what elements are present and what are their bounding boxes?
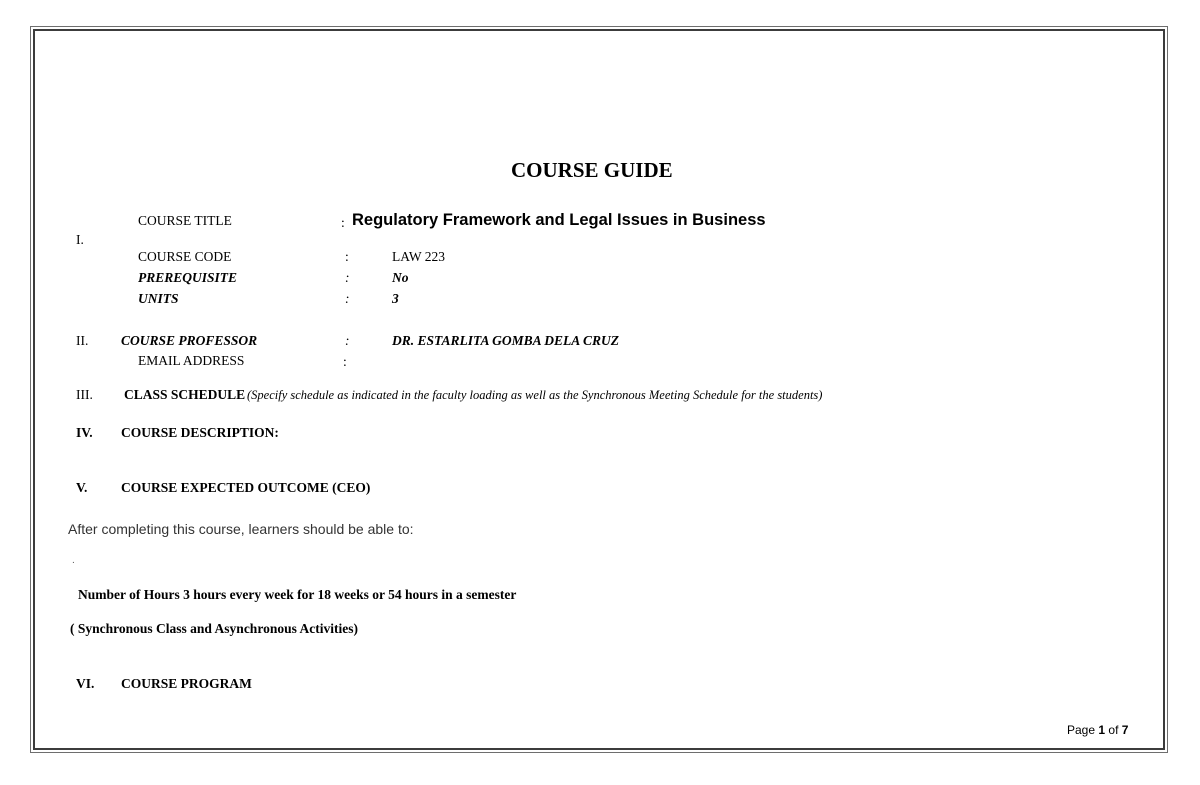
section-number-4: IV. [76,425,93,440]
class-schedule-note: (Specify schedule as indicated in the faculty loading as well as the Synchronous Meeting Schedule for the students) [247,388,823,402]
section-number-1: I. [76,232,84,247]
course-expected-outcome-heading: COURSE EXPECTED OUTCOME (CEO) [121,480,371,495]
course-program-heading: COURSE PROGRAM [121,676,252,691]
course-code-colon: : [345,249,349,264]
stray-dot: . [72,555,75,566]
after-completing-text: After completing this course, learners should be able to: [68,521,414,537]
section-number-3: III. [76,387,93,402]
course-professor-colon: : [345,333,350,348]
course-professor-label: COURSE PROFESSOR [121,333,258,348]
page-current: 1 [1098,723,1106,737]
document-title: COURSE GUIDE [511,158,673,182]
page-total: 7 [1121,723,1129,737]
page-word: Page [1067,723,1096,737]
course-description-heading: COURSE DESCRIPTION: [121,425,279,440]
section-number-2: II. [76,333,89,348]
course-code-label: COURSE CODE [138,249,232,264]
course-professor-value: DR. ESTARLITA GOMBA DELA CRUZ [392,333,619,348]
section-number-6: VI. [76,676,95,691]
course-title-colon: : [341,215,345,230]
synchronous-activities-text: ( Synchronous Class and Asynchronous Activities) [70,621,358,636]
course-title-value: Regulatory Framework and Legal Issues in Business [352,211,766,229]
email-address-colon: : [343,354,347,369]
course-title-label: COURSE TITLE [138,213,232,228]
email-address-label: EMAIL ADDRESS [138,353,245,368]
units-value: 3 [392,291,399,306]
page-footer [1067,724,1128,736]
units-label: UNITS [138,291,179,306]
class-schedule-label: CLASS SCHEDULE [124,387,246,402]
prerequisite-label: PREREQUISITE [138,270,238,285]
units-colon: : [345,291,350,306]
of-word: of [1108,723,1119,737]
prerequisite-value: No [392,270,409,285]
number-of-hours-text: Number of Hours 3 hours every week for 18 weeks or 54 hours in a semester [78,587,517,602]
section-number-5: V. [76,480,88,495]
prerequisite-colon: : [345,270,350,285]
course-code-value: LAW 223 [392,249,446,264]
